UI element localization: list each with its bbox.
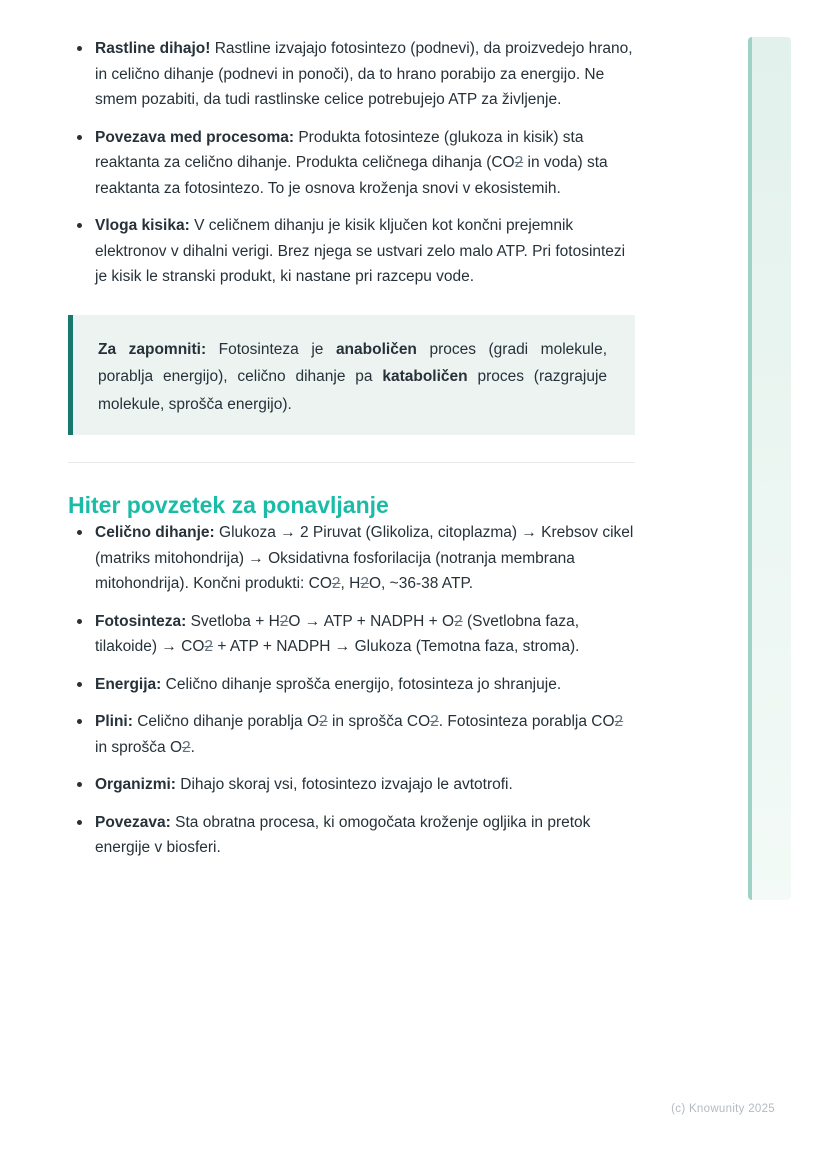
bullet-dot: [77, 719, 82, 724]
text-run: Dihajo skoraj vsi, fotosintezo izvajajo le avtotrofi.: [175, 776, 513, 793]
text-run: in sprošča O: [95, 738, 183, 756]
list-item-text: [95, 676, 561, 693]
text-run: Svetloba + H: [186, 612, 280, 630]
bullet-dot: [77, 619, 82, 624]
text-run: O → ATP + NADPH + O: [288, 612, 455, 630]
text-run: .: [190, 738, 195, 756]
list-item: [68, 213, 635, 290]
bold-text: Celično dihanje:: [95, 524, 215, 541]
bold-text: Energija:: [95, 675, 162, 693]
list-item-text: [95, 40, 633, 108]
text-run: Fotosinteza je: [206, 340, 336, 358]
subscript-digit: 2: [331, 575, 341, 592]
list-item: [68, 520, 635, 597]
list-item-text: [95, 217, 625, 285]
text-run: proces (gradi molekule, porablja energijo), celično dihanje pa: [98, 340, 608, 385]
subscript-digit: 2: [454, 612, 463, 630]
bold-text: Vloga kisika:: [95, 217, 190, 234]
text-run: (Svetlobna faza, tilakoide) → CO: [95, 612, 580, 655]
text-run: Produkta fotosinteze (glukoza in kisik) sta reaktanta za celično dihanje. Produkta celičnega dihanja (CO: [95, 128, 584, 171]
list-item: [68, 125, 635, 202]
text-run: Celično dihanje sprošča energijo, fotosinteza jo shranjuje.: [161, 675, 562, 693]
list-item-text: [95, 129, 608, 197]
text-run: O, ~36-38 ATP.: [368, 575, 474, 592]
text-run: Rastline izvajajo fotosintezo (podnevi), da proizvedejo hrano, in celično dihanje (podnevi in ponoči), da to hrano porabijo za energijo. Ne smem pozabiti, da tudi rastlinske celice potrebujejo ATP za življenje.: [95, 40, 633, 108]
bold-text: Organizmi:: [95, 776, 176, 793]
subscript-digit: 2: [204, 638, 214, 655]
bullet-dot: [77, 820, 82, 825]
callout-text: [98, 336, 607, 419]
list-item: [68, 810, 635, 861]
summary-bullet-list: [68, 520, 635, 861]
section-divider: [68, 462, 635, 463]
list-item-text: [95, 613, 579, 656]
list-item: [68, 36, 635, 113]
callout-note: [68, 315, 635, 436]
list-item: [68, 772, 635, 798]
bold-text: Rastline dihajo!: [95, 40, 211, 57]
subscript-digit: 2: [614, 713, 624, 730]
section-heading: Hiter povzetek za ponavljanje: [68, 492, 389, 518]
subscript-digit: 2: [279, 612, 289, 630]
text-run: in sprošča CO: [327, 713, 431, 730]
bullet-dot: [77, 782, 82, 787]
bold-text: Za zapomniti:: [98, 340, 207, 358]
intro-bullet-list: [68, 36, 635, 290]
bold-text: Povezava med procesoma:: [95, 128, 295, 146]
bullet-dot: [77, 46, 82, 51]
text-run: , H: [340, 575, 361, 592]
subscript-digit: 2: [182, 738, 191, 756]
subscript-digit: 2: [430, 713, 439, 730]
bold-text: kataboličen: [382, 368, 468, 385]
list-item: [68, 709, 635, 760]
bold-text: Fotosinteza:: [95, 612, 187, 630]
list-item-text: [95, 814, 590, 857]
footer-copyright: (c) Knowunity 2025: [671, 1103, 775, 1115]
bullet-dot: [77, 223, 82, 228]
bullet-dot: [77, 682, 82, 687]
list-item: [68, 609, 635, 660]
text-run: in voda) sta reaktanta za fotosintezo. To je osnova kroženja snovi v ekosistemih.: [95, 154, 608, 197]
bold-text: Povezava:: [95, 813, 171, 831]
text-run: . Fotosinteza porablja CO: [438, 713, 615, 730]
bullet-dot: [77, 135, 82, 140]
subscript-digit: 2: [360, 575, 369, 592]
subscript-digit: 2: [319, 713, 328, 730]
bullet-dot: [77, 530, 82, 535]
text-run: + ATP + NADPH → Glukoza (Temotna faza, stroma).: [213, 638, 580, 655]
list-item-text: [95, 524, 633, 592]
text-run: Glukoza → 2 Piruvat (Glikoliza, citoplazma) → Krebsov cikel (matriks mitohondrija) → Oksidativna fosforilacija (notranja membrana mitohondrija). Končni produkti: CO: [95, 524, 634, 592]
subscript-digit: 2: [514, 154, 524, 171]
text-run: V celičnem dihanju je kisik ključen kot končni prejemnik elektronov v dihalni verigi. Brez njega se ustvari zelo malo ATP. Pri fotosintezi je kisik le stranski produkt, ki nastane pri razcepu vode.: [95, 217, 626, 285]
page-content: [68, 36, 635, 873]
vertical-scroll-strip[interactable]: [748, 37, 791, 900]
list-item: [68, 672, 635, 698]
bold-text: Plini:: [95, 713, 133, 730]
scroll-strip-edge: [748, 37, 752, 900]
bold-text: anaboličen: [335, 340, 417, 358]
text-run: Celično dihanje porablja O: [132, 713, 320, 730]
text-run: proces (razgrajuje molekule, sprošča energijo).: [98, 368, 608, 413]
list-item-text: [95, 713, 623, 756]
list-item-text: [95, 776, 513, 793]
text-run: Sta obratna procesa, ki omogočata kroženje ogljika in pretok energije v biosferi.: [95, 813, 591, 856]
